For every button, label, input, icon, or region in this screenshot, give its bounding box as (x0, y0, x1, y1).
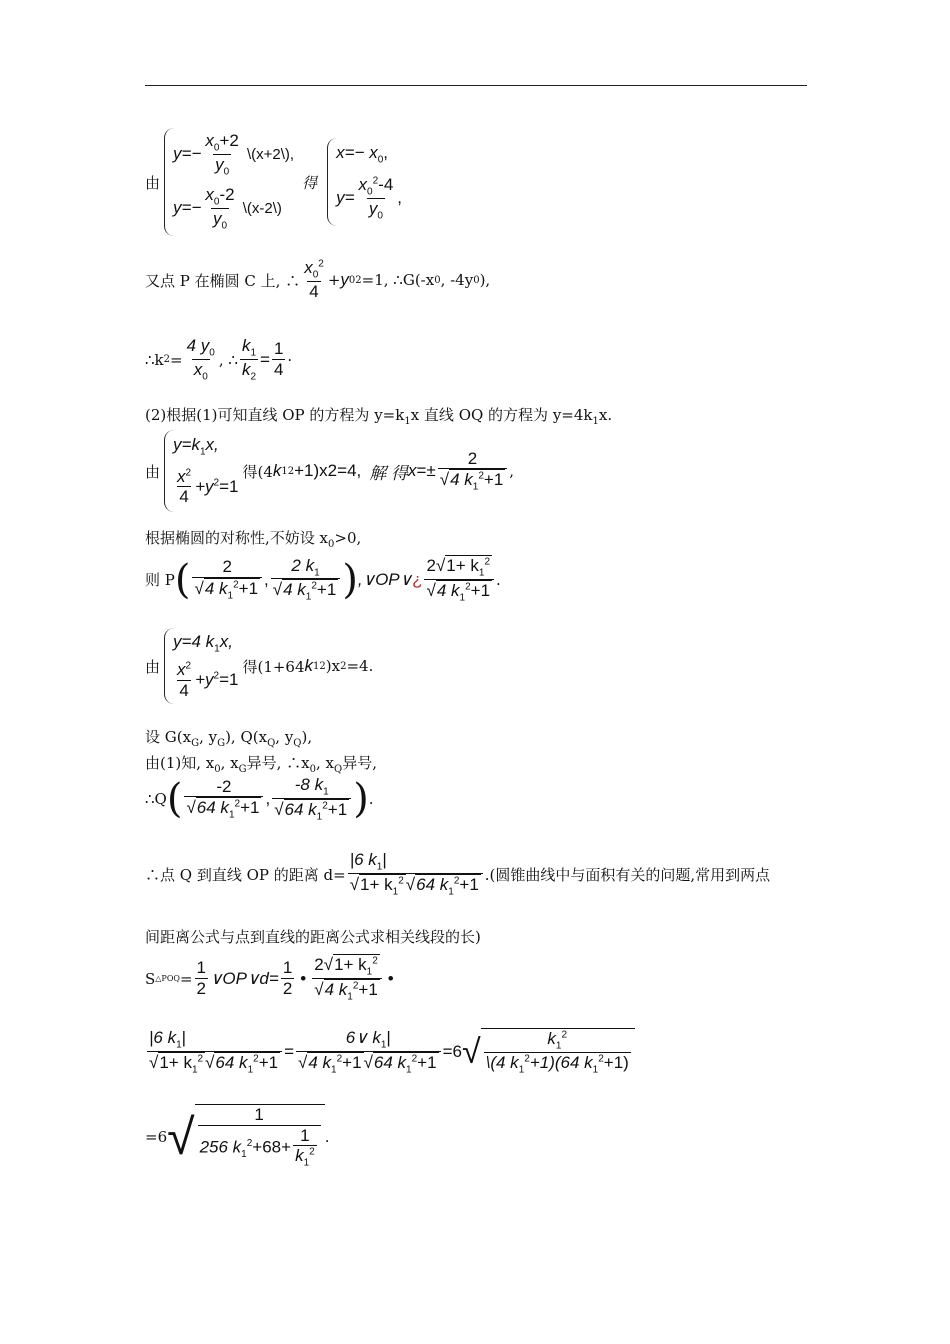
sys1-right1: $x=- x_0$, (336, 143, 388, 166)
sys1-right2: y= $\frac{x_0^2-4}{y_0}$ , (336, 174, 403, 221)
calc-line: $\frac{|6 k_1|}{√1+ k_1^2 √64 k_1^2+1}$ = $\frac{6\vee k_1|}{√4 k_1^2+1 √64 k_1^2+1}$ =6 √ $\frac{k_1^2}{\backslash(4 k_1^2+1)(64 k_1^2+1)}$ (145, 1028, 635, 1076)
sign-line: 由(1)知, $x_0$, $x_G$异号, $\therefore x_0$, $x_Q$异号, (145, 754, 377, 775)
point-q-line: ∴Q ( $\frac{-2}{√64 k_1^2+1}$ , $\frac{-8 k_1}{√64 k_1^2+1}$ ) . (145, 775, 374, 823)
system-2: 由 $y=k_1x$, $\frac{x^2}{4}$ $+y^2=1$ 得(4 k 1 2 +1)x 2 =4, 解 得 x =± $\frac{2}{√4 k_1^2+1}$ , (145, 430, 514, 512)
part2-text: (2)根据(1)可知直线 OP 的方程为 $y=k_1x$ 直线 OQ 的方程为 $y=4k_1x$. (145, 406, 613, 427)
system-1: 由 y=− $\frac{x_0+2}{y_0}$ \(x+2\), y=− $\frac{x_0-2}{y_0}$ \(x-2\) 得 $x=- x_0$, y= $\frac{x_0^2-4}{y_0}$ , (145, 128, 402, 236)
slope-ratio-line: ∴k 2 = $\frac{4 y_0}{x_0}$ , ∴ $\frac{k_1}{k_2}$ = $\frac{1}{4}$ · (145, 336, 293, 383)
symmetry-text: 根据椭圆的对称性,不妨设 $x_0>0$, (145, 529, 362, 550)
header-rule (145, 85, 807, 86)
sys1-line2: y=− $\frac{x_0-2}{y_0}$ \(x-2\) (173, 185, 282, 232)
final-line: =6 √ 1 256 $k_1^2+68+$ $\frac{1}{k_1^2}$ . (145, 1105, 330, 1169)
intro-text: 由 (145, 173, 161, 192)
sys1-line1: y=− $\frac{x_0+2}{y_0}$ \(x+2\), (173, 131, 295, 178)
point-p-line: 则 P ( $\frac{2}{√4 k_1^2+1}$ , $\frac{2 k_1}{√4 k_1^2+1}$ ) ,∨OP∨ ¿ $\frac{2√1+ k_1^2}{√4 k_1^2+1}$ . (145, 555, 501, 604)
ellipse-point-line: 又点 P 在椭圆 C 上, ∴ $\frac{x_0^2}{4}$ + y 0 2 =1, ∴G(-x 0 , -4y 0 ), (145, 258, 491, 301)
area-line: S △POQ = $\frac{1}{2}$ ∨OP∨d= $\frac{1}{2}$ • $\frac{2√1+ k_1^2}{√4 k_1^2+1}$ • (145, 955, 394, 1003)
set-g-q-line: 设 $G(x_G$, $y_G$), $Q(x_Q$, $y_Q$), (145, 728, 313, 749)
system-3: 由 y=4 $k_1x$, $\frac{x^2}{4}$ $+y^2=1$ 得(1+64 k 1 2 )x 2 =4. (145, 628, 373, 704)
distance-line: ∴点 Q 到直线 OP 的距离 d= $\frac{|6 k_1|}{√1+ k_1^2 √64 k_1^2+1}$ .(圆锥曲线中与面积有关的问题,常用到两点 (145, 850, 771, 898)
distance-note-2: 间距离公式与点到直线的距离公式求相关线段的长) (145, 928, 481, 946)
